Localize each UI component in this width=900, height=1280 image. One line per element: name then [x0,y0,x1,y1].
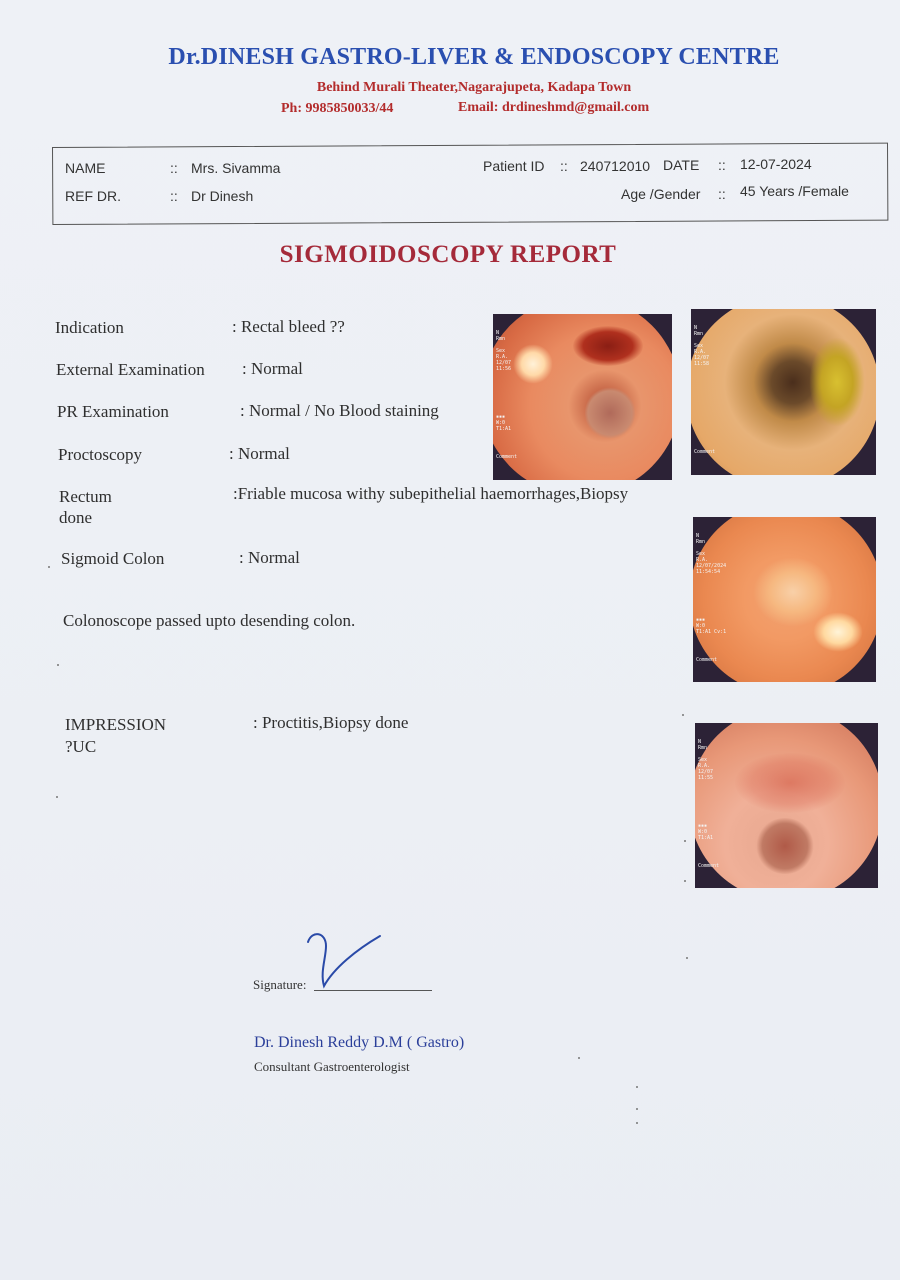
proctoscopy-value: : Normal [229,444,290,463]
impression-sub: ?UC [65,737,97,756]
ref-doctor: Dr Dinesh [191,188,254,204]
endoscopy-image-1: N Rmn Sex R.A. 12/07 11:56 ▪▪▪ W:0 T1:A1 Comment [493,314,672,480]
doctor-title: Consultant Gastroenterologist [254,1059,410,1074]
date-separator: :: [718,157,726,173]
external-exam-label: External Examination [56,360,205,379]
patient-name: Mrs. Sivamma [191,160,281,176]
patient-id-separator: :: [560,158,568,174]
age-gender-label: Age /Gender [621,186,701,202]
report-title: SIGMOIDOSCOPY REPORT [279,241,617,268]
indication-value: : Rectal bleed ?? [232,317,345,336]
doctor-name: Dr. Dinesh Reddy D.M ( Gastro) [254,1034,465,1051]
report-date: 12-07-2024 [740,156,812,172]
clinic-address: Behind Murali Theater,Nagarajupeta, Kadapa Town [316,80,632,95]
ref-separator: :: [170,188,178,204]
age-gender-separator: :: [718,186,726,202]
clinic-phone: Ph: 9985850033/44 [281,101,394,116]
paper-speck [56,796,58,798]
endoscopy-image-3: N Rmn Sex R.A. 12/07/2024 11:54:54 ▪▪▪ W:0 T1:A1 Cv:1 Comment [693,517,876,682]
age-gender: 45 Years /Female [740,183,849,199]
signature-label: Signature: [253,977,307,992]
signature-mark [300,928,390,994]
pr-exam-value: : Normal / No Blood staining [240,401,439,420]
impression-value: : Proctitis,Biopsy done [253,713,409,732]
paper-speck [57,664,59,666]
clinic-email: Email: drdineshmd@gmail.com [458,100,650,115]
proctoscopy-label: Proctoscopy [58,445,143,464]
sigmoid-colon-value: : Normal [239,548,300,567]
paper-speck [578,1057,580,1059]
paper-speck [636,1108,638,1110]
rectum-label-line2: done [59,508,93,527]
patient-id-label: Patient ID [483,158,545,174]
paper-speck [682,714,684,716]
colonoscope-note: Colonoscope passed upto desending colon. [63,611,356,630]
name-label: NAME [65,160,106,176]
impression-label: IMPRESSION [65,715,167,734]
external-exam-value: : Normal [242,359,303,378]
date-label: DATE [663,157,700,173]
indication-label: Indication [55,318,124,337]
paper-speck [636,1086,638,1088]
rectum-value: :Friable mucosa withy subepithelial haemorrhages,Biopsy [233,484,629,503]
paper-speck [686,957,688,959]
ref-doctor-label: REF DR. [65,188,121,204]
pr-exam-label: PR Examination [57,402,169,421]
endoscopy-image-2: N Rmn Sex R.A. 12/07 11:58 Comment [691,309,876,475]
name-separator: :: [170,160,178,176]
clinic-name: Dr.DINESH GASTRO-LIVER & ENDOSCOPY CENTRE [168,44,780,70]
endoscopy-image-4: N Rmn Sex R.A. 12/07 11:55 ▪▪▪ W:0 T1:A1 Comment [695,723,878,888]
sigmoid-colon-label: Sigmoid Colon [61,549,165,568]
paper-speck [636,1122,638,1124]
patient-id: 240712010 [580,158,651,174]
rectum-label: Rectum [59,487,112,506]
paper-speck [684,840,686,842]
paper-speck [684,880,686,882]
paper-speck [48,566,50,568]
